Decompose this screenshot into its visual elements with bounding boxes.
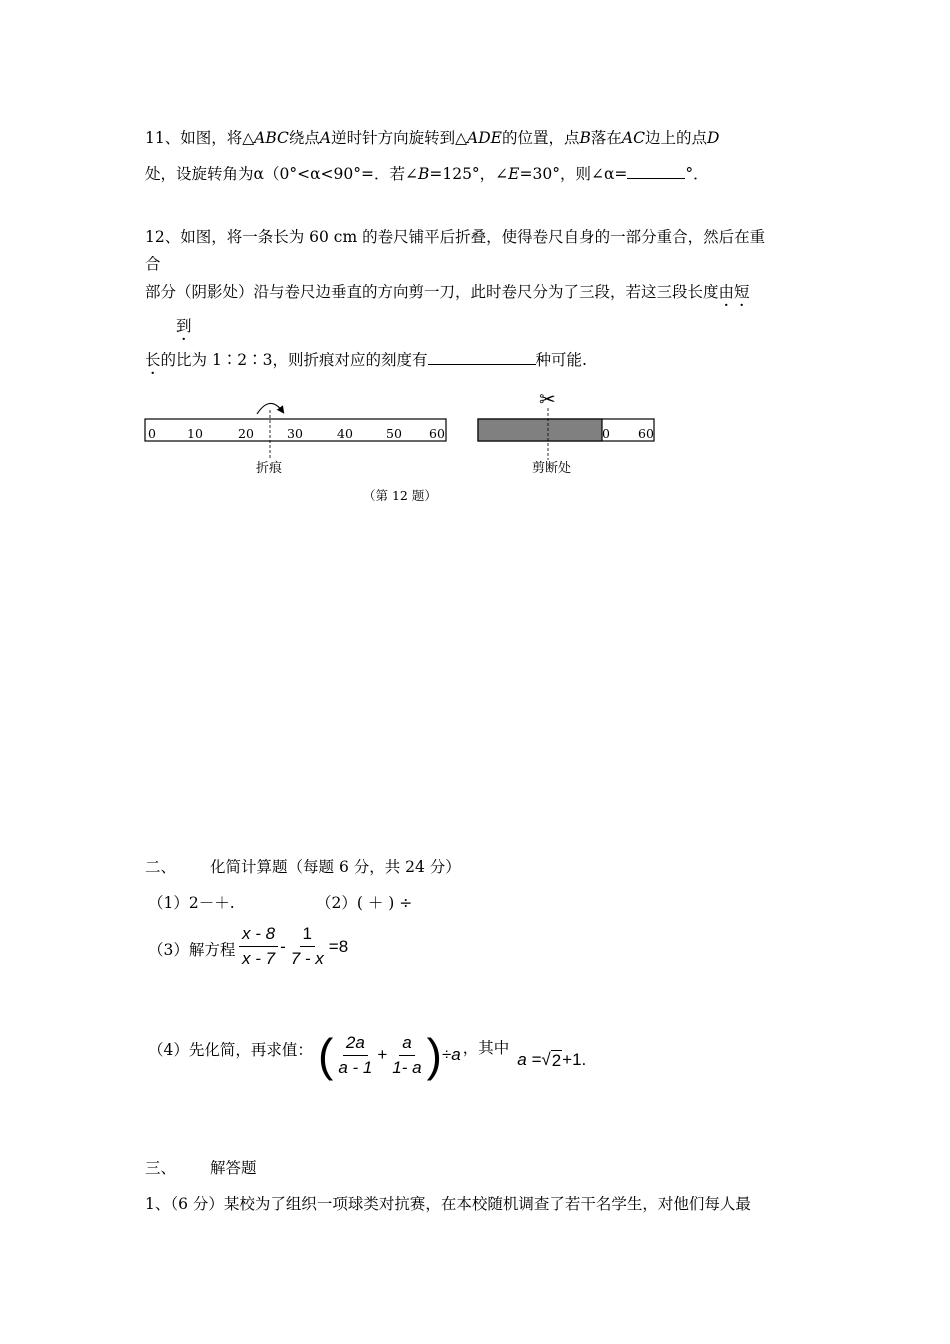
ruler-right-tick-60: 60 bbox=[638, 426, 654, 441]
q11-line-1: 11、如图，将△ABC绕点A逆时针方向旋转到△ADE的位置，点B落在AC边上的点D bbox=[145, 129, 720, 147]
section-3-heading: 三、 解答题 bbox=[145, 1159, 257, 1177]
fraction-1: $\frac{x - 8}{x - 7}$ bbox=[239, 924, 278, 969]
overlap-shaded-region bbox=[478, 419, 602, 441]
scissors-icon: ✂ bbox=[539, 387, 556, 411]
ruler-left-tick-10: 10 bbox=[187, 426, 203, 441]
ruler-left-tick-40: 40 bbox=[337, 426, 353, 441]
fraction-3: $\frac{2a}{a - 1}$ bbox=[338, 1032, 373, 1077]
ruler-left-tick-50: 50 bbox=[386, 426, 402, 441]
fraction-4: $\frac{a}{1- a}$ bbox=[392, 1032, 422, 1077]
section-2-heading: 二、 化简计算题（每题 6 分，共 24 分） bbox=[145, 858, 461, 876]
figure-caption: （第 12 题） bbox=[363, 488, 437, 503]
q12-line-2: 合 bbox=[145, 255, 161, 273]
ruler-right bbox=[478, 387, 654, 476]
problem-4-label: （4）先化简，再求值： bbox=[148, 1041, 313, 1059]
q12-line-3: 部分（阴影处）沿与卷尺边垂直的方向剪一刀，此时卷尺分为了三段，若这三段长度由短 bbox=[145, 283, 750, 301]
fraction-2: $\frac{1}{7 - x}$ bbox=[290, 924, 324, 968]
q12-line-4: 到 bbox=[176, 317, 192, 335]
answer-blank-q11[interactable] bbox=[627, 164, 685, 179]
right-paren: ) bbox=[426, 1029, 442, 1081]
ruler-left-tick-30: 30 bbox=[287, 426, 303, 441]
ruler-left-tick-0: 0 bbox=[148, 426, 156, 441]
problem-2: （2）( ＋ ) ÷ bbox=[316, 894, 413, 912]
sqrt-symbol: √ bbox=[541, 1050, 551, 1069]
q12-figure bbox=[0, 380, 950, 520]
problem-4-expression: ( $\frac{2a}{a - 1}$ + $\frac{a}{1- a}$ ) ÷a ，其中 a = √ 2 +1 . bbox=[318, 1029, 587, 1081]
q12-line-1: 12、如图，将一条长为 60 cm 的卷尺铺平后折叠，使得卷尺自身的一部分重合，然后在重 bbox=[145, 228, 766, 246]
answer-blank-q12[interactable] bbox=[428, 350, 536, 365]
ruler-left bbox=[145, 403, 446, 476]
left-paren: ( bbox=[318, 1029, 334, 1081]
ruler-left-tick-20: 20 bbox=[238, 426, 254, 441]
problem-3-equation: $\frac{x - 8}{x - 7}$ - $\frac{1}{7 - x}$ =8 bbox=[237, 924, 348, 969]
ruler-left-tick-60: 60 bbox=[429, 426, 445, 441]
ruler-right-tick-0: 0 bbox=[602, 426, 610, 441]
problem-3-label: （3）解方程 bbox=[148, 941, 236, 959]
section-3-question-1: 1、（6 分）某校为了组织一项球类对抗赛，在本校随机调查了若干名学生，对他们每人最 bbox=[145, 1195, 751, 1213]
cut-label: 剪断处 bbox=[532, 461, 572, 476]
fold-label: 折痕 bbox=[256, 461, 283, 476]
problem-1: （1）2－＋. bbox=[148, 894, 235, 912]
q11-line-2: 处，设旋转角为α（0°<α<90°=．若∠B=125°，∠E=30°，则∠α= °． bbox=[145, 165, 709, 183]
q12-line-5: 长的比为 1∶2∶3，则折痕对应的刻度有 种可能. bbox=[145, 351, 587, 369]
